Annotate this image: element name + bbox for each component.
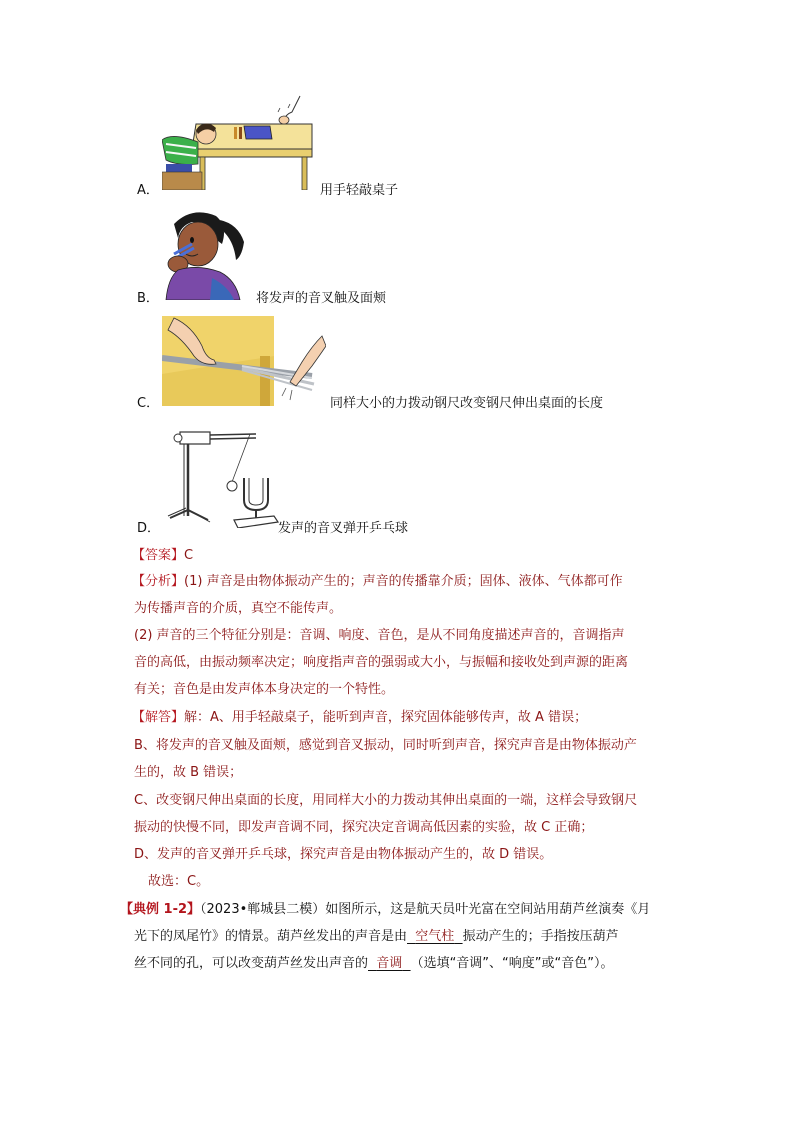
solution-line-3: 生的，故 B 错误； [134, 765, 243, 780]
option-d-label: D． [137, 521, 161, 536]
example-line-1: 【典例 1-2】（2023•郸城县二模）如图所示，这是航天员叶光富在空间站用葫芦丝演奏《月 [120, 902, 651, 917]
option-a-text: 用手轻敲桌子 [320, 183, 399, 198]
option-a-label: A． [137, 183, 159, 198]
answer-value: C [184, 548, 194, 563]
analysis-line-4: 音的高低，由振动频率决定；响度指声音的强弱或大小，与振幅和接收处到声源的距离 [134, 655, 629, 670]
analysis-line-3: (2) 声音的三个特征分别是：音调、响度、音色，是从不同角度描述声音的，音调指声 [134, 628, 625, 643]
example-line-2: 光下的凤尾竹》的情景。葫芦丝发出的声音是由 空气柱 振动产生的；手指按压葫芦 [134, 929, 619, 944]
knock-desk-illustration [162, 94, 314, 190]
answer-line [132, 546, 193, 566]
solution-line-6: D、发声的音叉弹开乒乓球，探究声音是由物体振动产生的，故 D 错误。 [134, 847, 553, 862]
tuning-fork-cheek-illustration [158, 208, 254, 300]
solution-line-7: 故选：C。 [148, 874, 210, 889]
solution-line-5: 振动的快慢不同，即发声音调不同，探究决定音调高低因素的实验，故 C 正确； [134, 820, 594, 835]
example-source: （2023•郸城县二模） [200, 902, 326, 917]
solution-line-1: 【解答】解：A、用手轻敲桌子，能听到声音，探究固体能够传声，故 A 错误； [132, 710, 588, 725]
analysis-line-1: 【分析】(1) 声音是由物体振动产生的；声音的传播靠介质；固体、液体、气体都可作 [132, 574, 623, 589]
tuning-fork-pingpong-illustration [164, 424, 280, 528]
analysis-line-2: 为传播声音的介质，真空不能传声。 [134, 601, 343, 616]
option-c-text: 同样大小的力拨动钢尺改变钢尺伸出桌面的长度 [330, 396, 604, 411]
solution-tag: 【解答】 [132, 710, 185, 725]
solution-line-4: C、改变钢尺伸出桌面的长度，用同样大小的力拨动其伸出桌面的一端，这样会导致钢尺 [134, 793, 638, 808]
blank-answer-2: 音调 [376, 956, 403, 971]
option-d-text: 发声的音叉弹开乒乓球 [278, 521, 409, 536]
blank-answer-1: 空气柱 [415, 929, 455, 944]
steel-ruler-illustration [162, 316, 326, 406]
option-b-label: B． [137, 291, 159, 306]
analysis-tag: 【分析】 [132, 574, 185, 589]
example-line-3: 丝不同的孔，可以改变葫芦丝发出声音的 音调 （选填“音调”、“响度”或“音色”）。 [134, 956, 614, 971]
option-c-label: C． [137, 396, 160, 411]
analysis-line-5: 有关；音色是由发声体本身决定的一个特性。 [134, 682, 395, 697]
option-b-text: 将发声的音叉触及面颊 [256, 291, 387, 306]
solution-line-2: B、将发声的音叉触及面颊，感觉到音叉振动，同时听到声音，探究声音是由物体振动产 [134, 738, 637, 753]
answer-tag: 【答案】 [132, 548, 185, 563]
example-tag: 【典例 1-2】 [120, 902, 201, 917]
